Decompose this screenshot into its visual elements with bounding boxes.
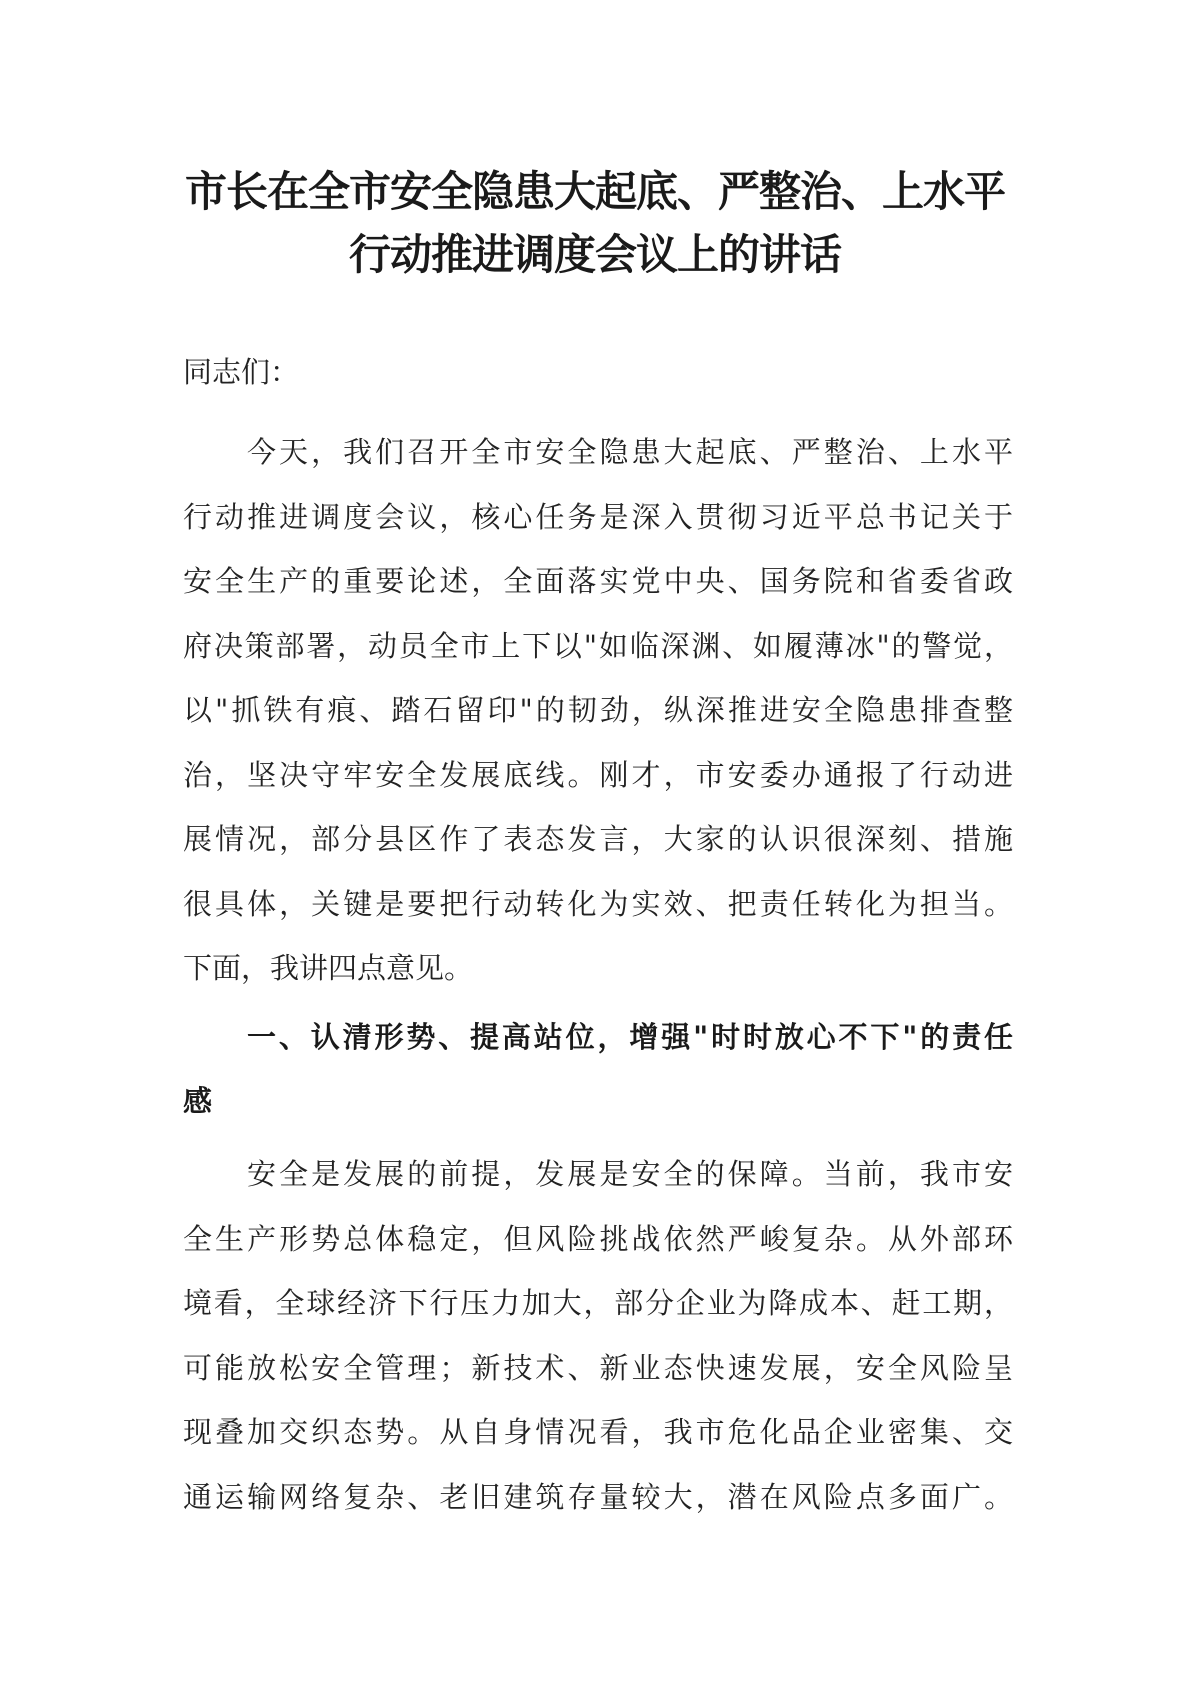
paragraph-line: 现叠加交织态势。从自身情况看，我市危化品企业密集、交 (183, 1415, 1013, 1449)
paragraph-line: 境看，全球经济下行压力加大，部分企业为降成本、赶工期， (183, 1286, 1013, 1320)
section-heading-line: 感 (183, 1084, 213, 1118)
paragraph-line: 通运输网络复杂、老旧建筑存量较大，潜在风险点多面广。 (183, 1479, 1013, 1514)
paragraph-line: 下面，我讲四点意见。 (183, 951, 474, 985)
paragraph-opening (183, 420, 1013, 1001)
paragraph-line: 很具体，关键是要把行动转化为实效、把责任转化为担当。 (183, 886, 1013, 921)
paragraph-line: 安全是发展的前提，发展是安全的保障。当前，我市安 (247, 1157, 1013, 1191)
section-heading-1 (183, 1005, 1013, 1133)
paragraph-line: 治，坚决守牢安全发展底线。刚才，市安委办通报了行动进 (183, 757, 1013, 792)
document-title-line-1: 市长在全市安全隐患大起底、严整治、上水平 (184, 167, 1005, 216)
paragraph-line: 今天，我们召开全市安全隐患大起底、严整治、上水平 (247, 435, 1013, 469)
paragraph-line: 行动推进调度会议，核心任务是深入贯彻习近平总书记关于 (183, 499, 1013, 534)
paragraph-line: 府决策部署，动员全市上下以"如临深渊、如履薄冰"的警觉， (183, 628, 1013, 663)
paragraph-line: 以"抓铁有痕、踏石留印"的韧劲，纵深推进安全隐患排查整 (183, 693, 1013, 727)
paragraph-line: 安全生产的重要论述，全面落实党中央、国务院和省委省政 (183, 564, 1013, 598)
paragraph-line: 展情况，部分县区作了表态发言，大家的认识很深刻、措施 (183, 822, 1013, 856)
paragraph-line: 全生产形势总体稳定，但风险挑战依然严峻复杂。从外部环 (183, 1221, 1013, 1256)
greeting: 同志们： (183, 355, 300, 389)
paragraph-situation (183, 1142, 1013, 1529)
section-heading-line: 一、认清形势、提高站位，增强"时时放心不下"的责任 (247, 1020, 1013, 1054)
paragraph-line: 可能放松安全管理；新技术、新业态快速发展，安全风险呈 (183, 1350, 1013, 1385)
document-title-line-2: 行动推进调度会议上的讲话 (348, 230, 841, 279)
